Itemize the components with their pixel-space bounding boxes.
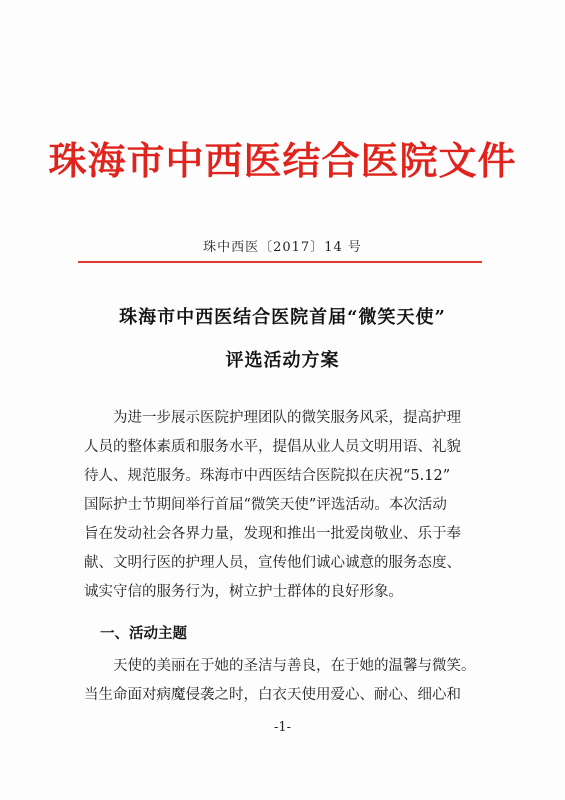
document-number: 珠中西医〔2017〕14 号 [203, 240, 362, 255]
document-title-line-2: 评选活动方案 [225, 350, 340, 371]
paragraph-line: 国际护士节期间举行首届“微笑天使”评选活动。本次活动 [84, 497, 447, 513]
page-number: -1- [273, 720, 292, 735]
paragraph-line: 旨在发动社会各界力量，发现和推出一批爱岗敬业、乐于奉 [84, 526, 461, 542]
paragraph-line: 诚实守信的服务行为，树立护士群体的良好形象。 [84, 584, 403, 600]
paragraph-line: 为进一步展示医院护理团队的微笑服务风采，提高护理 [113, 410, 461, 426]
document-title-line-1: 珠海市中西医结合医院首届“微笑天使” [119, 307, 446, 328]
red-header-rule [78, 261, 482, 263]
section-heading: 一、活动主题 [100, 626, 187, 642]
section-paragraph [84, 652, 484, 710]
paragraph-line: 待人、规范服务。珠海市中西医结合医院拟在庆祝“5.12” [84, 468, 451, 484]
intro-paragraph [84, 404, 484, 607]
paragraph-line: 人员的整体素质和服务水平，提倡从业人员文明用语、礼貌 [84, 439, 461, 455]
paragraph-line: 天使的美丽在于她的圣洁与善良，在于她的温馨与微笑。 [113, 658, 476, 674]
paragraph-line: 当生命面对病魔侵袭之时，白衣天使用爱心、耐心、细心和 [84, 687, 461, 703]
paragraph-line: 献、文明行医的护理人员，宣传他们诚心诚意的服务态度、 [84, 555, 461, 571]
document-header-title: 珠海市中西医结合医院文件 [48, 138, 517, 183]
